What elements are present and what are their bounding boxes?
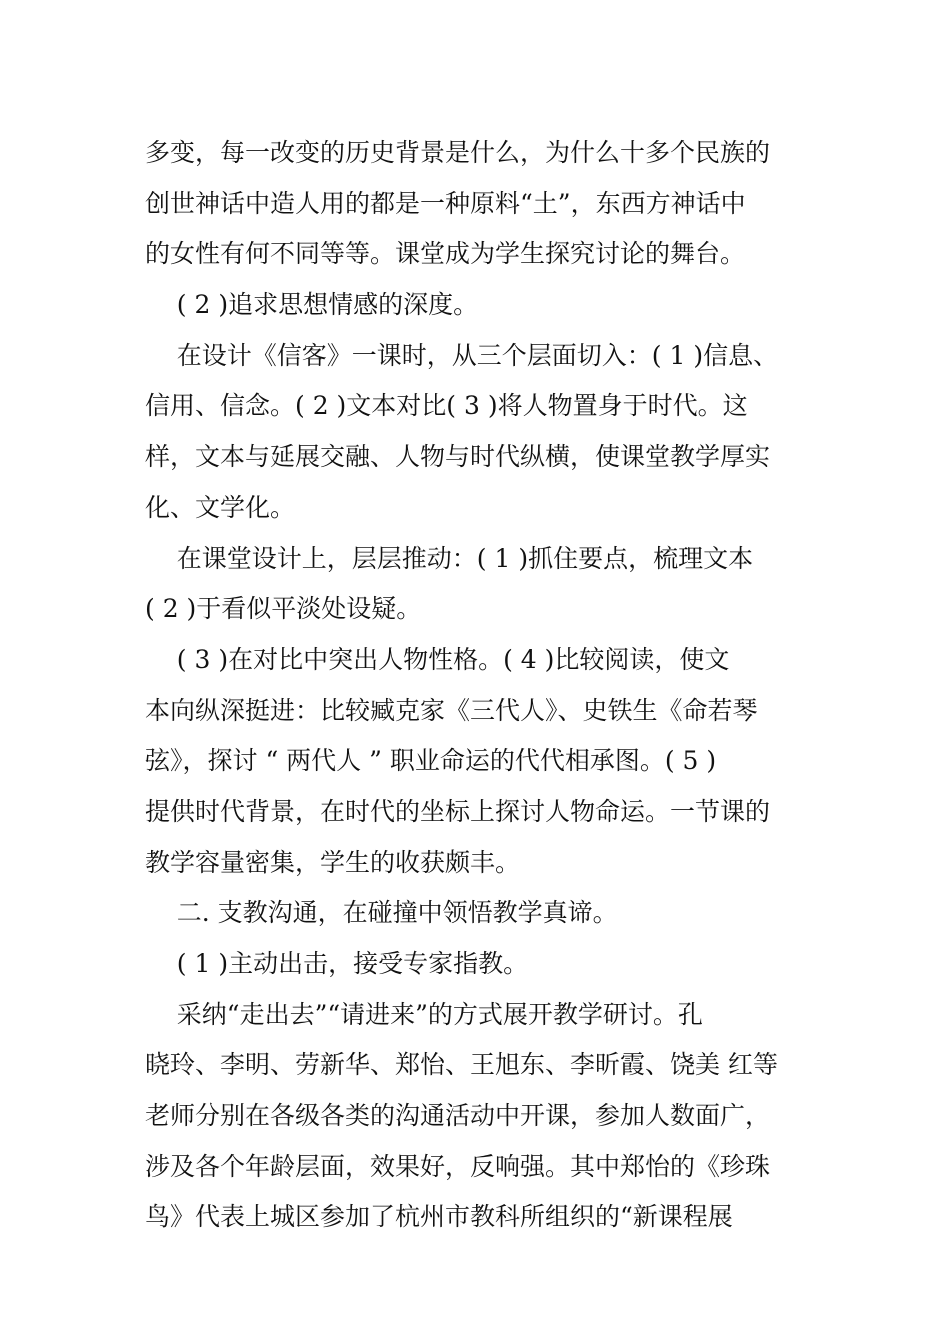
text-line: 鸟》代表上城区参加了杭州市教科所组织的“新课程展: [145, 1202, 733, 1232]
text-line: ( 2 )于看似平淡处设疑。: [145, 594, 422, 624]
text-line: 化、文学化。: [145, 492, 296, 522]
text-line: 创世神话中造人用的都是一种原料“土”，东西方神话中: [145, 188, 746, 218]
text-line: 在课堂设计上，层层推动：( 1 )抓住要点，梳理文本: [145, 543, 754, 573]
text-line: 在设计《信客》一课时，从三个层面切入：( 1 )信息、: [145, 340, 779, 370]
text-line: 涉及各个年龄层面，效果好，反响强。其中郑怡的《珍珠: [145, 1151, 771, 1181]
text-line: ( 3 )在对比中突出人物性格。( 4 )比较阅读，使文: [145, 644, 730, 674]
text-line: 晓玲、李明、劳新华、郑怡、王旭东、李昕霞、饶美 红等: [145, 1050, 778, 1080]
text-line: 信用、信念。( 2 )文本对比( 3 )将人物置身于时代。这: [145, 391, 748, 421]
text-line: 采纳“走出去”“请进来”的方式展开教学研讨。孔: [145, 999, 703, 1029]
document-body: [145, 128, 815, 1243]
text-line: 样，文本与延展交融、人物与时代纵横，使课堂教学厚实: [145, 442, 771, 472]
text-line: 老师分别在各级各类的沟通活动中开课，参加人数面广，: [145, 1101, 771, 1131]
text-line: 多变，每一改变的历史背景是什么，为什么十多个民族的: [145, 138, 771, 167]
text-line: ( 2 )追求思想情感的深度。: [145, 290, 479, 320]
text-line: 教学容量密集，学生的收获颇丰。: [145, 847, 521, 877]
text-line: 提供时代背景，在时代的坐标上探讨人物命运。一节课的: [145, 796, 771, 826]
text-line: 本向纵深挺进：比较臧克家《三代人》、史铁生《命若琴: [145, 695, 758, 725]
text-line: 二. 支教沟通，在碰撞中领悟教学真谛。: [145, 898, 618, 928]
text-line: 弦》，探讨 “ 两代人 ” 职业命运的代代相承图。( 5 ): [145, 746, 717, 776]
text-line: 的女性有何不同等等。课堂成为学生探究讨论的舞台。: [145, 239, 746, 269]
text-line: ( 1 )主动出击，接受专家指教。: [145, 949, 529, 978]
